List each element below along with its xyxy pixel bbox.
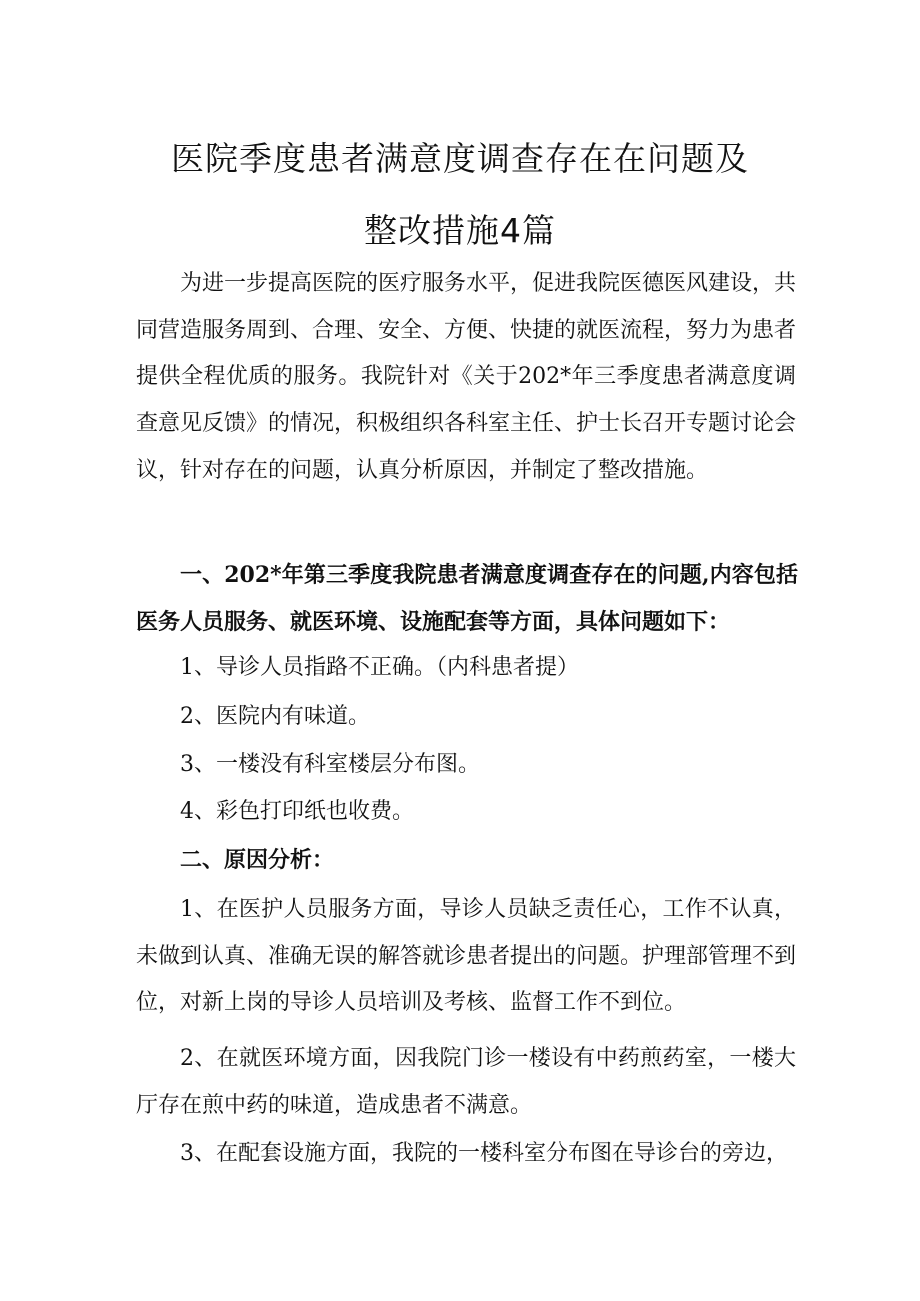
problem-item-3: 3、一楼没有科室楼层分布图。 <box>180 752 480 777</box>
problem-item-1: 1、导诊人员指路不正确。（内科患者提） <box>180 655 579 680</box>
cause-paragraph-2: 2、在就医环境方面，因我院门诊一楼设有中药煎药室，一楼大厅存在煎中药的味道，造成患者不满意。 <box>136 1046 796 1118</box>
document-title-line2: 整改措施4篇 <box>364 211 556 250</box>
section1-heading: 一、202*年第三季度我院患者满意度调查存在的问题,内容包括医务人员服务、就医环境、设施配套等方面，具体问题如下： <box>136 562 798 635</box>
cause-paragraph-3: 3、在配套设施方面，我院的一楼科室分布图在导诊台的旁边， <box>180 1141 788 1166</box>
document-title-line1: 医院季度患者满意度调查存在在问题及 <box>171 139 749 178</box>
intro-paragraph: 为进一步提高医院的医疗服务水平，促进我院医德医风建设，共同营造服务周到、合理、安全、方便、快捷的就医流程，努力为患者提供全程优质的服务。我院针对《关于202*年三季度患者满意度调查意见反馈》的情况，积极组织各科室主任、护士长召开专题讨论会议，针对存在的问题，认真分析原因，并制定了整改措施。 <box>136 271 797 483</box>
cause-paragraph-1: 1、在医护人员服务方面，导诊人员缺乏责任心，工作不认真，未做到认真、准确无误的解答就诊患者提出的问题。护理部管理不到位，对新上岗的导诊人员培训及考核、监督工作不到位。 <box>136 897 797 1016</box>
section2-heading: 二、原因分析： <box>180 847 335 873</box>
problem-item-4: 4、彩色打印纸也收费。 <box>180 799 414 824</box>
problem-item-2: 2、医院内有味道。 <box>180 704 370 729</box>
